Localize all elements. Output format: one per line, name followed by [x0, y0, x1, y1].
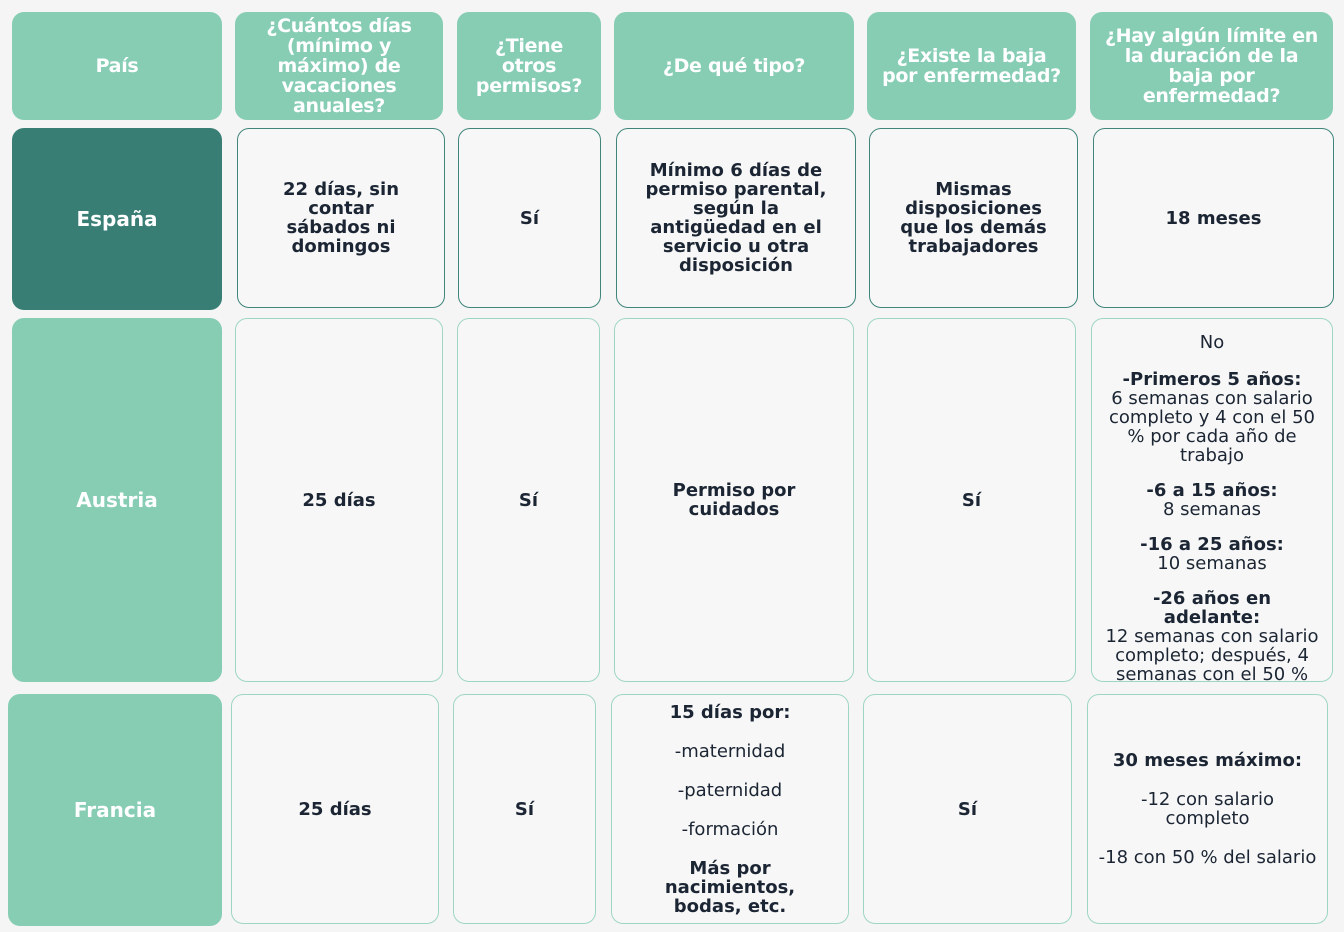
row-austria-other-permits [457, 318, 600, 682]
france-permit-item-2: -paternidad [677, 779, 783, 801]
header-vacation [235, 12, 443, 120]
row-spain-sick-leave-text: Mismas disposiciones que los demás trabajadores [900, 179, 1047, 257]
austria-tier-3 [1140, 535, 1284, 573]
row-austria-vacation [235, 318, 443, 682]
header-sick-leave-label: ¿Existe la baja por enfermedad? [882, 45, 1061, 87]
row-austria-permit-type-text: Permiso por cuidados [672, 480, 796, 520]
row-france-other-permits [453, 694, 596, 924]
row-austria-permit-type [614, 318, 854, 682]
row-france-country [8, 694, 222, 926]
austria-sick-limit-intro: No [1199, 332, 1225, 353]
row-spain-country-label: España [76, 207, 158, 231]
row-spain-country [12, 128, 222, 310]
row-france-sick-leave [863, 694, 1072, 924]
austria-tier-2-text: 8 semanas [1162, 499, 1261, 520]
france-sick-limit-title: 30 meses máximo: [1112, 750, 1303, 771]
austria-tier-1-title: -Primeros 5 años: [1122, 369, 1302, 390]
header-country-label: País [95, 55, 139, 77]
row-spain-permit-type-text: Mínimo 6 días de permiso parental, según la antigüedad en el servicio u otra disposición [645, 160, 827, 276]
row-austria-country [12, 318, 222, 682]
austria-tier-4-text: 12 semanas con salario completo; después, 4 semanas con el 50 % [1105, 626, 1319, 685]
row-france-country-label: Francia [73, 798, 157, 822]
header-other-permits [457, 12, 601, 120]
row-france-other-permits-text: Sí [514, 798, 535, 820]
row-france-sick-leave-text: Sí [957, 798, 978, 820]
row-spain-sick-leave [869, 128, 1078, 308]
row-spain-permit-type [616, 128, 856, 308]
france-sick-limit-item-2: -18 con 50 % del salario [1098, 847, 1317, 868]
row-france-sick-limit [1087, 694, 1328, 924]
austria-tier-3-text: 10 semanas [1157, 553, 1267, 574]
row-austria-sick-leave [867, 318, 1076, 682]
header-vacation-label: ¿Cuántos días (mínimo y máximo) de vacaciones anuales? [266, 15, 412, 117]
row-france-vacation-text: 25 días [298, 798, 372, 820]
austria-tier-2-title: -6 a 15 años: [1146, 480, 1278, 501]
row-spain-vacation-text: 22 días, sin contar sábados ni domingos [282, 179, 400, 257]
austria-tier-3-title: -16 a 25 años: [1140, 534, 1284, 555]
row-austria-other-permits-text: Sí [518, 489, 539, 511]
row-spain-other-permits [458, 128, 601, 308]
row-austria-sick-limit [1091, 318, 1333, 685]
row-france-vacation [231, 694, 439, 924]
austria-tier-4-title: -26 años en adelante: [1152, 588, 1272, 628]
france-permit-item-3: -formación [681, 818, 779, 840]
header-sick-limit-label: ¿Hay algún límite en la duración de la baja por enfermedad? [1104, 25, 1319, 107]
row-spain-sick-limit-text: 18 meses [1165, 207, 1262, 229]
header-other-permits-label: ¿Tiene otros permisos? [475, 35, 583, 97]
row-spain-sick-limit [1093, 128, 1334, 308]
row-austria-vacation-text: 25 días [302, 489, 376, 511]
france-permit-item-1: -maternidad [674, 740, 786, 762]
france-sick-limit-item-1: -12 con salario completo [1140, 789, 1274, 829]
row-spain-other-permits-text: Sí [519, 207, 540, 229]
row-france-permit-type [611, 694, 849, 924]
austria-tier-4 [1102, 589, 1322, 684]
france-permit-title: 15 días por: [669, 701, 791, 723]
header-sick-leave [867, 12, 1076, 120]
austria-tier-1 [1102, 370, 1322, 465]
austria-tier-2 [1146, 481, 1277, 519]
header-sick-limit [1090, 12, 1333, 120]
row-spain-vacation [237, 128, 445, 308]
header-country [12, 12, 222, 120]
header-permit-type-label: ¿De qué tipo? [662, 55, 806, 77]
header-permit-type [614, 12, 854, 120]
row-austria-sick-leave-text: Sí [961, 489, 982, 511]
row-austria-country-label: Austria [76, 488, 158, 512]
france-permit-footer: Más por nacimientos, bodas, etc. [664, 857, 796, 917]
austria-tier-1-text: 6 semanas con salario completo y 4 con el 50 % por cada año de trabajo [1108, 388, 1316, 466]
